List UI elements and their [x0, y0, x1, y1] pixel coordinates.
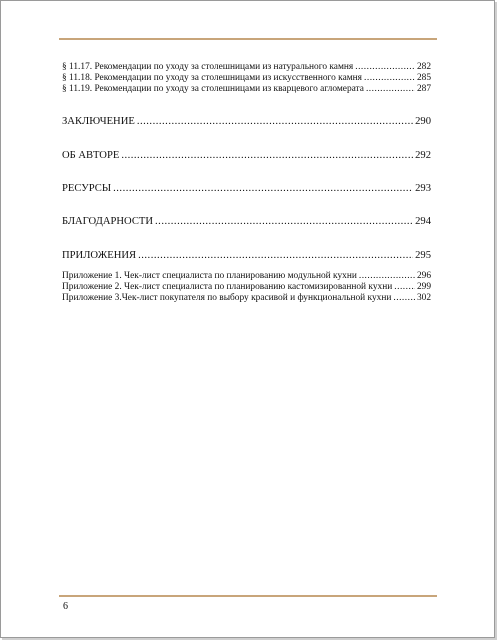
- toc-entry-page: 287: [416, 84, 431, 94]
- toc-chapter-conclusion[interactable]: [62, 115, 431, 128]
- toc-entry-page: 285: [416, 73, 431, 83]
- toc-leader-dots: [359, 271, 415, 282]
- toc-chapter-resources[interactable]: [62, 182, 431, 195]
- toc-appendix-2[interactable]: [62, 282, 431, 293]
- toc-leader-dots: [137, 115, 413, 128]
- toc-leader-dots: [138, 249, 413, 262]
- toc-leader-dots: [366, 84, 415, 95]
- page-number: 6: [63, 601, 68, 612]
- toc-entry-page: 296: [416, 271, 431, 281]
- toc-chapter-about-author[interactable]: [62, 149, 431, 162]
- toc-leader-dots: [355, 62, 415, 73]
- toc-entry-title: Приложение 1. Чек-лист специалиста по планированию модульной кухни: [62, 271, 357, 281]
- toc-entry-page: 292: [415, 150, 431, 161]
- toc-entry-title: Приложение 3.Чек-лист покупателя по выбору красивой и функциональной кухни: [62, 293, 392, 303]
- toc-entry-11-18[interactable]: [62, 73, 431, 84]
- toc-leader-dots: [121, 149, 413, 162]
- toc-entry-title: ЗАКЛЮЧЕНИЕ: [62, 116, 135, 127]
- header-rule: [59, 38, 437, 40]
- toc-entry-11-17[interactable]: [62, 62, 431, 73]
- toc-entry-11-19[interactable]: [62, 84, 431, 95]
- toc-entry-page: 290: [415, 116, 431, 127]
- toc-leader-dots: [393, 293, 415, 304]
- toc-entry-title: Приложение 2. Чек-лист специалиста по планированию кастомизированной кухни: [62, 282, 393, 292]
- toc-entry-title: РЕСУРСЫ: [62, 183, 112, 194]
- toc-entry-page: 302: [416, 293, 431, 303]
- toc-entry-title: ПРИЛОЖЕНИЯ: [62, 250, 137, 261]
- toc-appendix-1[interactable]: [62, 271, 431, 282]
- toc-chapter-appendices[interactable]: [62, 249, 431, 262]
- toc-entry-title: § 11.18. Рекомендации по уходу за столешницами из искусственного камня: [62, 73, 362, 83]
- toc-entry-title: ОБ АВТОРЕ: [62, 150, 120, 161]
- toc-entry-page: 294: [415, 216, 431, 227]
- toc-entry-title: § 11.19. Рекомендации по уходу за столешницами из кварцевого агломерата: [62, 84, 364, 94]
- toc-chapter-acknowledgements[interactable]: [62, 215, 431, 228]
- toc-leader-dots: [394, 282, 415, 293]
- toc-appendix-3[interactable]: [62, 293, 431, 304]
- toc-leader-dots: [364, 73, 415, 84]
- toc-entry-title: БЛАГОДАРНОСТИ: [62, 216, 154, 227]
- toc-entry-page: 293: [415, 183, 431, 194]
- toc-entry-page: 295: [415, 250, 431, 261]
- toc-entry-page: 299: [416, 282, 431, 292]
- toc-entry-title: § 11.17. Рекомендации по уходу за столешницами из натурального камня: [62, 62, 354, 72]
- toc-leader-dots: [113, 182, 413, 195]
- toc-entry-page: 282: [416, 62, 431, 72]
- footer-rule: [59, 595, 437, 597]
- toc-leader-dots: [155, 215, 413, 228]
